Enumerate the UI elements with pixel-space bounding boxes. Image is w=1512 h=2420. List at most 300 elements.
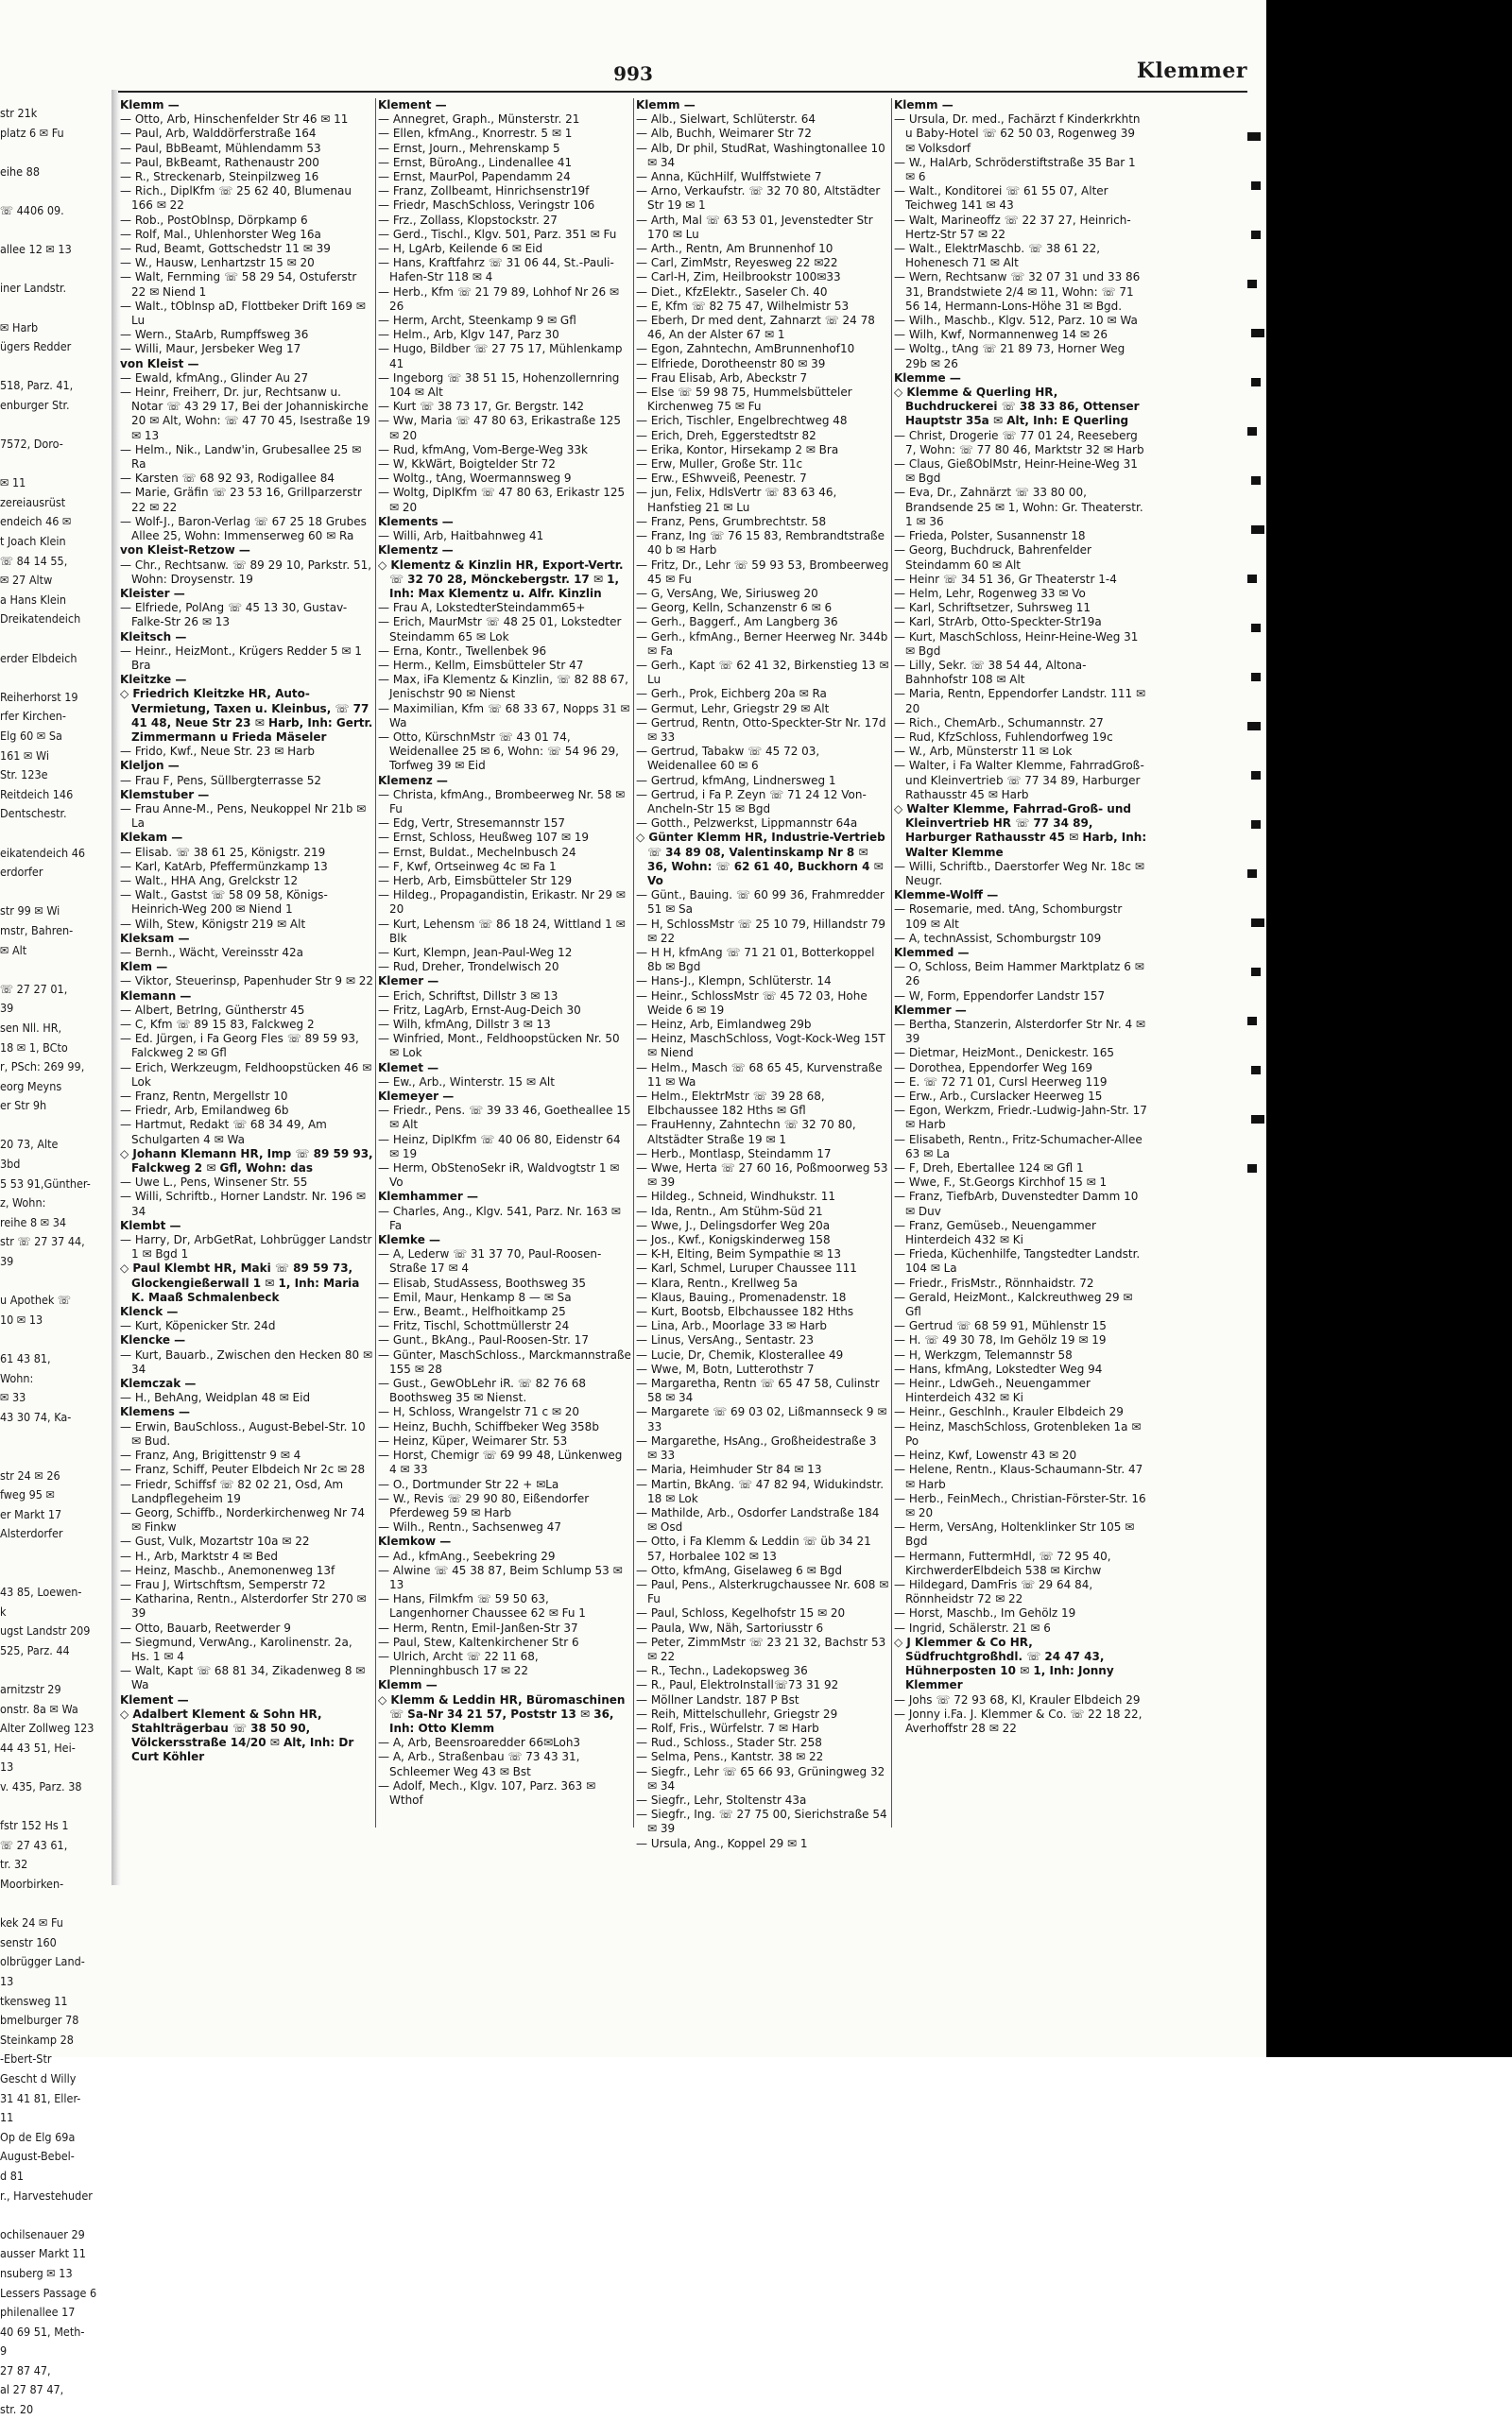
fragment-line: ✉ 33 xyxy=(0,1390,26,1405)
surname-heading: Klemer — xyxy=(378,974,439,988)
directory-entry: — Möllner Landstr. 187 P Bst xyxy=(636,1692,799,1707)
fragment-line: bmelburger 78 xyxy=(0,2013,79,2028)
directory-entry: — Walt, Marineoffz ☏ 22 37 27, Heinrich-Hertz-Str 57 ✉ 22 xyxy=(894,213,1131,241)
directory-entry: — Walt., Konditorei ☏ 61 55 07, Alter Teichweg 141 ✉ 43 xyxy=(894,184,1108,213)
fragment-line: philenallee 17 xyxy=(0,2305,76,2320)
directory-entry: — Hugo, Bildber ☏ 27 75 17, Mühlenkamp 41 xyxy=(378,342,623,370)
directory-entry: — Herb, Arb, Eimsbütteler Str 129 xyxy=(378,873,573,887)
directory-entry: — Ulrich, Archt ☏ 22 11 68, Plenninghbusch 17 ✉ 22 xyxy=(378,1649,539,1678)
directory-entry: — Else ☏ 59 98 75, Hummelsbütteler Kirchenweg 75 ✉ Fu xyxy=(636,386,852,414)
fragment-line: r., Harvestehuder xyxy=(0,2188,93,2203)
fragment-line: 27 87 47, xyxy=(0,2362,51,2377)
directory-entry: — W., HalArb, Schröderstiftstraße 35 Bar 1 ✉ 6 xyxy=(894,155,1136,184)
directory-entry: — Ewald, kfmAng., Glinder Au 27 xyxy=(120,370,309,385)
fragment-line: ochilsenauer 29 xyxy=(0,2226,85,2241)
fragment-line: r, PSch: 269 99, xyxy=(0,1059,85,1074)
directory-entry: — Alwine ☏ 45 38 87, Beim Schlump 53 ✉ 13 xyxy=(378,1563,623,1591)
fragment-line: tkensweg 11 xyxy=(0,1993,68,2008)
directory-entry: — Paul, Pens., Alsterkrugchaussee Nr. 608 ✉ Fu xyxy=(636,1577,889,1606)
directory-entry: — A, Lederw ☏ 31 37 70, Paul-Roosen-Straße 17 ✉ 4 xyxy=(378,1247,602,1276)
directory-entry: — Lina, Arb., Moorlage 33 ✉ Harb xyxy=(636,1319,827,1333)
directory-entry: — W., Revis ☏ 29 90 80, Eißendorfer Pferdeweg 59 ✉ Harb xyxy=(378,1491,590,1519)
directory-entry: — Heinz, Maschb., Anemonenweg 13f xyxy=(120,1563,335,1577)
fragment-line: 43 85, Loewen- xyxy=(0,1585,82,1600)
directory-entry: — Annegret, Graph., Münsterstr. 21 xyxy=(378,112,580,127)
fragment-line: z, Wohn: xyxy=(0,1195,46,1210)
directory-entry: — Maria, Rentn, Eppendorfer Landstr. 111 ✉ 20 xyxy=(894,687,1146,715)
edge-mark xyxy=(1251,1115,1264,1124)
fragment-line: Wohn: xyxy=(0,1370,34,1385)
fragment-line xyxy=(0,1272,112,1292)
fragment-line xyxy=(0,1116,112,1136)
directory-entry: — Woltg., tAng, Woermannsweg 9 xyxy=(378,472,572,486)
directory-entry: — Johs ☏ 72 93 68, Kl, Krauler Elbdeich 29 xyxy=(894,1692,1141,1707)
fragment-line: erdorfer xyxy=(0,865,43,880)
fragment-line: arnitzstr 29 xyxy=(0,1682,61,1697)
surname-heading: Kleister — xyxy=(120,586,185,600)
firm-entry: ◇ Walter Klemme, Fahrrad-Groß- und Kleinvertrieb HR ☏ 77 34 89, Harburger Rathausstr 45 ✉ Harb, Inh: Walter Klemme xyxy=(894,801,1147,859)
fragment-line: 40 69 51, Meth- xyxy=(0,2324,85,2339)
directory-entry: — H, Schloss, Wrangelstr 71 c ✉ 20 xyxy=(378,1405,579,1419)
edge-mark xyxy=(1251,181,1261,190)
directory-entry: — Winfried, Mont., Feldhoopstücken Nr. 50 ✉ Lok xyxy=(378,1032,620,1060)
directory-entry: — Paul, BbBeamt, Mühlendamm 53 xyxy=(120,141,321,155)
fragment-line: 31 41 81, Eller- xyxy=(0,2090,81,2105)
directory-entry: — Claus, GießOblMstr, Heinr-Heine-Weg 31 ✉ Bgd xyxy=(894,457,1138,486)
fragment-line: Dreikatendeich xyxy=(0,611,81,626)
directory-entry: — Lilly, Sekr. ☏ 38 54 44, Altona-Bahnhofstr 108 ✉ Alt xyxy=(894,658,1087,687)
directory-entry: — Gust, Vulk, Mozartstr 10a ✉ 22 xyxy=(120,1535,310,1549)
directory-entry: — Gertrud, i Fa P. Zeyn ☏ 71 24 12 Von-Ancheln-Str 15 ✉ Bgd xyxy=(636,787,867,815)
directory-entry: — Herm, VersAng, Holtenklinker Str 105 ✉ Bgd xyxy=(894,1520,1135,1549)
surname-heading: Klemmed — xyxy=(894,945,970,959)
directory-entry: — Ingrid, Schälerstr. 21 ✉ 6 xyxy=(894,1621,1051,1635)
directory-entry: — Siegfr., Lehr, Stoltenstr 43a xyxy=(636,1793,807,1807)
fragment-line: ✉ Alt xyxy=(0,942,27,957)
edge-mark xyxy=(1247,869,1257,878)
fragment-line: Elg 60 ✉ Sa xyxy=(0,729,62,743)
directory-entry: — G, VersAng, We, Siriusweg 20 xyxy=(636,586,818,600)
directory-entry: — Helm., Arb, Klgv 147, Parz 30 xyxy=(378,328,559,342)
fragment-line xyxy=(0,299,112,318)
directory-entry: — H., BehAng, Weidplan 48 ✉ Eid xyxy=(120,1391,311,1405)
column-divider xyxy=(891,98,892,1828)
directory-entry: — Frieda, Polster, Susannenstr 18 xyxy=(894,529,1086,543)
fragment-line: Gescht d Willy xyxy=(0,2070,77,2085)
directory-entry: — Kurt, Bauarb., Zwischen den Hecken 80 ✉ 34 xyxy=(120,1347,373,1376)
edge-mark xyxy=(1247,132,1261,141)
directory-entry: — Ellen, kfmAng., Knorrestr. 5 ✉ 1 xyxy=(378,127,573,141)
directory-entry: — H, LgArb, Keilende 6 ✉ Eid xyxy=(378,242,543,256)
edge-mark xyxy=(1247,575,1257,583)
directory-entry: — FrauHenny, Zahntechn ☏ 32 70 80, Altstädter Straße 19 ✉ 1 xyxy=(636,1118,856,1146)
directory-entry: — Walt., HHA Ang, Grelckstr 12 xyxy=(120,873,299,887)
directory-entry: — H H, kfmAng ☏ 71 21 01, Botterkoppel 8b ✉ Bgd xyxy=(636,945,875,974)
directory-entry: — Ernst, BüroAng., Lindenallee 41 xyxy=(378,155,573,169)
fragment-line: 44 43 51, Hei- xyxy=(0,1740,76,1755)
directory-entry: — Wwe, M, Botn, Lutterothstr 7 xyxy=(636,1362,815,1376)
directory-entry: — Karl, Schriftsetzer, Suhrsweg 11 xyxy=(894,601,1091,615)
directory-entry: — Christ, Drogerie ☏ 77 01 24, Reeseberg 7, Wohn: ☏ 77 80 46, Marktstr 32 ✉ Harb xyxy=(894,428,1144,456)
directory-entry: — O, Schloss, Beim Hammer Marktplatz 6 ✉ 26 xyxy=(894,960,1144,988)
directory-entry: — Erw, Muller, Große Str. 11c xyxy=(636,457,803,472)
directory-entry: — Alb., Sielwart, Schlüterstr. 64 xyxy=(636,112,816,127)
directory-entry: — Helm., Masch ☏ 68 65 45, Kurvenstraße 11 ✉ Wa xyxy=(636,1060,883,1089)
directory-entry: — Paul, Schloss, Kegelhofstr 15 ✉ 20 xyxy=(636,1606,846,1621)
directory-entry: — Heinz, MaschSchloss, Vogt-Kock-Weg 15T ✉ Niend xyxy=(636,1032,885,1060)
directory-entry: — Elfriede, Dorotheenstr 80 ✉ 39 xyxy=(636,356,826,370)
directory-entry: — Otto, Arb, Hinschenfelder Str 46 ✉ 11 xyxy=(120,112,349,127)
surname-heading: Klementz — xyxy=(378,543,454,558)
directory-entry: — Reih, Mittelschullehr, Griegstr 29 xyxy=(636,1707,838,1721)
directory-entry: — Wwe, J., Delingsdorfer Weg 20a xyxy=(636,1218,831,1232)
directory-entry: — Horst, Chemigr ☏ 69 99 48, Lünkenweg 4 ✉ 33 xyxy=(378,1449,623,1477)
fragment-line: k xyxy=(0,1604,7,1619)
directory-entry: — E. ☏ 72 71 01, Cursl Heerweg 119 xyxy=(894,1074,1108,1089)
directory-entry: — Selma, Pens., Kantstr. 38 ✉ 22 xyxy=(636,1750,824,1764)
directory-entry: — Friedr, Arb, Emilandweg 6b xyxy=(120,1104,289,1118)
fragment-line: 3bd xyxy=(0,1157,21,1172)
fragment-line: Reiherhorst 19 xyxy=(0,689,78,704)
directory-entry: — Gerh., Kapt ☏ 62 41 32, Birkenstieg 13 ✉ Lu xyxy=(636,658,889,687)
fragment-line: 9 xyxy=(0,2343,8,2359)
directory-entry: — Wern, Rechtsanw ☏ 32 07 31 und 33 86 31, Brandstwiete 2/4 ✉ 11, Wohn: ☏ 71 56 14, Hermann-Lons-Höhe 31 ✉ Bgd. xyxy=(894,270,1141,313)
directory-entry: — F, Kwf, Ortseinweg 4c ✉ Fa 1 xyxy=(378,859,557,873)
directory-entry: — Ernst, Schloss, Heußweg 107 ✉ 19 xyxy=(378,831,589,845)
edge-mark xyxy=(1251,231,1261,239)
directory-entry: — Frieda, Küchenhilfe, Tangstedter Landstr. 104 ✉ La xyxy=(894,1247,1141,1276)
edge-mark xyxy=(1251,329,1264,337)
edge-mark xyxy=(1247,280,1257,288)
fragment-line: Alter Zollweg 123 xyxy=(0,1721,94,1736)
directory-entry: — Peter, ZimmMstr ☏ 23 21 32, Bachstr 53 ✉ 22 xyxy=(636,1635,886,1663)
fragment-line: 13 xyxy=(0,1974,14,1988)
fragment-line: 518, Parz. 41, xyxy=(0,378,74,393)
directory-entry: — Elfriede, PolAng ☏ 45 13 30, Gustav-Falke-Str 26 ✉ 13 xyxy=(120,601,348,629)
directory-column-1 xyxy=(120,98,373,1828)
fragment-line: nsuberg ✉ 13 xyxy=(0,2265,73,2280)
fragment-line: str. 20 xyxy=(0,2402,34,2417)
directory-entry: — Heinz, Arb, Eimlandweg 29b xyxy=(636,1018,812,1031)
directory-entry: — Ingeborg ☏ 38 51 15, Hohenzollernring 104 ✉ Alt xyxy=(378,370,620,400)
directory-entry: — Paula, Ww, Näh, Sartoriusstr 6 xyxy=(636,1621,824,1635)
directory-entry: — Erich, MaurMstr ☏ 48 25 01, Lokstedter Steindamm 65 ✉ Lok xyxy=(378,615,622,644)
fragment-line: sen Nll. HR, xyxy=(0,1020,62,1035)
directory-entry: — Karl, Schmel, Luruper Chaussee 111 xyxy=(636,1261,857,1276)
fragment-line xyxy=(0,260,112,280)
directory-entry: — Walt., ElektrMaschb. ☏ 38 61 22, Hohenesch 71 ✉ Alt xyxy=(894,242,1101,270)
surname-heading: Kleitsch — xyxy=(120,629,187,644)
fragment-line: 7572, Doro- xyxy=(0,437,63,452)
directory-entry: — Hans-J., Klempn, Schlüterstr. 14 xyxy=(636,974,832,988)
edge-mark xyxy=(1247,1164,1257,1173)
directory-entry: — Fritz, Dr., Lehr ☏ 59 93 53, Brombeerweg 45 ✉ Fu xyxy=(636,558,889,586)
fragment-line xyxy=(0,455,112,474)
directory-entry: — Woltg., tAng ☏ 21 89 73, Horner Weg 29b ✉ 26 xyxy=(894,342,1125,370)
fragment-line: Reitdeich 146 xyxy=(0,786,74,801)
fragment-line: ✉ 11 xyxy=(0,475,26,490)
fragment-line xyxy=(0,1330,112,1349)
fragment-line: t Joach Klein xyxy=(0,534,66,549)
fragment-line: reihe 8 ✉ 34 xyxy=(0,1214,67,1229)
directory-entry: — Helm., Nik., Landw'in, Grubesallee 25 ✉ Ra xyxy=(120,442,362,472)
directory-entry: — Erwin, BauSchloss., August-Bebel-Str. 10 ✉ Bud. xyxy=(120,1419,366,1448)
surname-heading: Klemkow — xyxy=(378,1535,452,1549)
directory-entry: — Klaus, Bauing., Promenadenstr. 18 xyxy=(636,1290,847,1304)
directory-entry: — Gerh., Baggerf., Am Langberg 36 xyxy=(636,615,838,629)
directory-entry: — Heinz, Küper, Weimarer Str. 53 xyxy=(378,1433,568,1448)
facing-page-fragment xyxy=(0,104,112,2417)
directory-entry: — Georg, Buchdruck, Bahrenfelder Steindamm 60 ✉ Alt xyxy=(894,543,1091,572)
directory-entry: — Helene, Rentn., Klaus-Schaumann-Str. 47 ✉ Harb xyxy=(894,1463,1143,1491)
directory-entry: — Günter, MaschSchloss., Marckmannstraße 155 ✉ 28 xyxy=(378,1347,631,1376)
fragment-line: fweg 95 ✉ xyxy=(0,1487,55,1502)
fragment-line xyxy=(0,181,112,201)
surname-heading: Klemhammer — xyxy=(378,1190,478,1204)
directory-entry: — Wilh., Rentn., Sachsenweg 47 xyxy=(378,1520,561,1535)
directory-entry: — Franz, Rentn, Mergellstr 10 xyxy=(120,1090,288,1104)
edge-mark xyxy=(1251,968,1261,976)
directory-entry: — Karl, StrArb, Otto-Speckter-Str19a xyxy=(894,615,1102,629)
directory-entry: — Heinr, Freiherr, Dr. jur, Rechtsanw u. Notar ☏ 43 29 17, Bei der Johanniskirche 20 ✉ Alt, Wohn: ☏ 47 70 45, Isestraße 19 ✉ 13 xyxy=(120,386,370,442)
directory-entry: — Rich., ChemArb., Schumannstr. 27 xyxy=(894,715,1104,729)
directory-entry: — Fritz, LagArb, Ernst-Aug-Deich 30 xyxy=(378,1003,581,1017)
fragment-line xyxy=(0,883,112,902)
directory-entry: — K-H, Elting, Beim Sympathie ✉ 13 xyxy=(636,1247,842,1261)
fragment-line xyxy=(0,1427,112,1447)
directory-entry: — Erich, Tischler, Engelbrechtweg 48 xyxy=(636,414,848,428)
edge-mark xyxy=(1251,525,1264,534)
directory-entry: — Erna, Kontr., Twellenbek 96 xyxy=(378,644,547,658)
fragment-line: ☏ 84 14 55, xyxy=(0,553,68,568)
directory-entry: — Rolf, Mal., Uhlenhorster Weg 16a xyxy=(120,227,321,241)
directory-entry: — Wwe, Herta ☏ 27 60 16, Poßmoorweg 53 ✉ 39 xyxy=(636,1161,888,1190)
directory-entry: — Georg, Schiffb., Norderkirchenweg Nr 74 ✉ Finkw xyxy=(120,1505,366,1535)
firm-entry: ◇ Klemme & Querling HR, Buchdruckerei ☏ 38 33 86, Ottenser Hauptstr 35a ✉ Alt, Inh: E Querling xyxy=(894,386,1140,428)
directory-entry: — Bernh., Wächt, Vereinsstr 42a xyxy=(120,945,304,959)
directory-entry: — Kurt, MaschSchloss, Heinr-Heine-Weg 31 ✉ Bgd xyxy=(894,629,1139,658)
page-edge-marks xyxy=(1246,132,1266,1266)
header-rule xyxy=(118,91,1247,93)
directory-entry: — Eva, Dr., Zahnärzt ☏ 33 80 00, Brandsende 25 ✉ 1, Wohn: Gr. Theaterstr. 1 ✉ 36 xyxy=(894,486,1143,528)
directory-entry: — Franz, Ang, Brigittenstr 9 ✉ 4 xyxy=(120,1449,301,1463)
directory-entry: — Rolf, Fris., Würfelstr. 7 ✉ Harb xyxy=(636,1721,819,1735)
directory-entry: — Elisabeth, Rentn., Fritz-Schumacher-Allee 63 ✉ La xyxy=(894,1132,1143,1160)
directory-entry: — Frido, Kwf., Neue Str. 23 ✉ Harb xyxy=(120,745,316,759)
directory-entry: — Heinr., LdwGeh., Neuengammer Hinterdeich 432 ✉ Ki xyxy=(894,1377,1091,1405)
directory-entry: — Martin, BkAng. ☏ 47 82 94, Widukindstr. 18 ✉ Lok xyxy=(636,1477,885,1505)
fragment-line: al 27 87 47, xyxy=(0,2382,64,2397)
fragment-line: Dentschestr. xyxy=(0,806,67,821)
fragment-line xyxy=(0,2205,112,2225)
directory-column-4 xyxy=(894,98,1147,1828)
fragment-line xyxy=(0,1447,112,1467)
directory-entry: — Max, iFa Klementz & Kinzlin, ☏ 82 88 67, Jenischstr 90 ✉ Nienst xyxy=(378,673,628,701)
directory-entry: — Jonny i.Fa. J. Klemmer & Co. ☏ 22 18 22, Averhoffstr 28 ✉ 22 xyxy=(894,1707,1143,1735)
directory-entry: — Wilh, Kwf, Normannenweg 14 ✉ 26 xyxy=(894,328,1108,342)
directory-entry: — Egon, Werkzm, Friedr.-Ludwig-Jahn-Str. 17 ✉ Harb xyxy=(894,1104,1147,1132)
fragment-line: 18 ✉ 1, BCto xyxy=(0,1039,68,1055)
fragment-line: ugst Landstr 209 xyxy=(0,1623,91,1639)
fragment-line: onstr. 8a ✉ Wa xyxy=(0,1701,78,1716)
directory-entry: — Ida, Rentn., Am Stühm-Süd 21 xyxy=(636,1204,823,1218)
directory-entry: — W, KkWärt, Boigtelder Str 72 xyxy=(378,457,556,472)
directory-entry: — Linus, VersAng., Sentastr. 23 xyxy=(636,1333,814,1347)
directory-entry: — Erich, Dreh, Eggerstedtstr 82 xyxy=(636,428,816,442)
fragment-line xyxy=(0,1564,112,1584)
page-number: 993 xyxy=(613,62,653,85)
directory-entry: — Rud., Schloss., Stader Str. 258 xyxy=(636,1736,822,1750)
directory-entry: — Rob., PostOblnsp, Dörpkamp 6 xyxy=(120,213,308,227)
directory-entry: — Anna, KüchHilf, Wulffstwiete 7 xyxy=(636,170,822,184)
surname-heading: Klemens — xyxy=(120,1405,191,1419)
edge-mark xyxy=(1251,673,1261,681)
directory-entry: — Helm, Lehr, Rogenweg 33 ✉ Vo xyxy=(894,586,1086,600)
fragment-line: 525, Parz. 44 xyxy=(0,1642,70,1657)
firm-entry: ◇ Klemm & Leddin HR, Büromaschinen ☏ Sa-Nr 34 21 57, Poststr 13 ✉ 36, Inh: Otto Klemm xyxy=(378,1692,626,1735)
directory-entry: — Friedr, MaschSchloss, Veringstr 106 xyxy=(378,198,595,213)
fragment-line: er Str 9h xyxy=(0,1098,47,1113)
directory-entry: — Erw., EShwveiß, Peenestr. 7 xyxy=(636,472,807,486)
surname-heading: Klemm — xyxy=(378,1678,438,1692)
fragment-line: zereiausrüst xyxy=(0,494,66,509)
directory-entry: — Edg, Vertr, Stresemannstr 157 xyxy=(378,816,565,831)
surname-heading: Klement — xyxy=(120,1692,189,1707)
directory-entry: — Otto, kfmAng, Giselaweg 6 ✉ Bgd xyxy=(636,1563,842,1577)
running-head: Klemmer xyxy=(1136,59,1247,83)
fragment-line: str 24 ✉ 26 xyxy=(0,1467,60,1483)
fragment-line: kek 24 ✉ Fu xyxy=(0,1915,63,1931)
fragment-line xyxy=(0,1661,112,1681)
fragment-line: enburger Str. xyxy=(0,397,70,412)
directory-entry: — Siegfr., Ing. ☏ 27 75 00, Sierichstraße 54 ✉ 39 xyxy=(636,1808,887,1836)
directory-entry: — Horst, Maschb., Im Gehölz 19 xyxy=(894,1606,1076,1621)
column-divider xyxy=(375,98,376,1828)
directory-entry: — Ernst, MaurPol, Papendamm 24 xyxy=(378,170,571,184)
firm-entry: ◇ Johann Klemann HR, Imp ☏ 89 59 93, Falckweg 2 ✉ Gfl, Wohn: das xyxy=(120,1146,373,1176)
directory-entry: — Erw., Arb., Curslacker Heerweg 15 xyxy=(894,1090,1103,1104)
fragment-line: fstr 152 Hs 1 xyxy=(0,1818,69,1833)
directory-entry: — Hildeg., Schneid, Windhukstr. 11 xyxy=(636,1190,835,1204)
surname-heading: Klem — xyxy=(120,960,168,974)
directory-entry: — Arth., Rentn, Am Brunnenhof 10 xyxy=(636,242,833,256)
directory-entry: — Albert, BetrIng, Güntherstr 45 xyxy=(120,1003,305,1017)
directory-entry: — Gerh., kfmAng., Berner Heerweg Nr. 344b ✉ Fa xyxy=(636,629,888,658)
directory-entry: — Herb., FeinMech., Christian-Förster-Str. 16 ✉ 20 xyxy=(894,1491,1146,1519)
directory-entry: — A, technAssist, Schomburgstr 109 xyxy=(894,931,1102,945)
directory-entry: — Helm., ElektrMstr ☏ 39 28 68, Elbchaussee 182 Hths ✉ Gfl xyxy=(636,1090,825,1118)
directory-entry: — Frau Elisab, Arb, Abeckstr 7 xyxy=(636,370,808,385)
directory-entry: — Eberh, Dr med dent, Zahnarzt ☏ 24 78 46, An der Alster 67 ✉ 1 xyxy=(636,314,875,342)
directory-entry: — Willi, Schriftb., Daerstorfer Weg Nr. 18c ✉ Neugr. xyxy=(894,859,1144,887)
directory-entry: — Hans, Kraftfahrz ☏ 31 06 44, St.-Pauli-Hafen-Str 118 ✉ 4 xyxy=(378,256,614,284)
scan-border xyxy=(1266,0,1512,2057)
directory-entry: — Arno, Verkaufstr. ☏ 32 70 80, Altstädter Str 19 ✉ 1 xyxy=(636,184,881,213)
directory-column-3 xyxy=(636,98,889,1850)
directory-entry: — Charles, Ang., Klgv. 541, Parz. Nr. 163 ✉ Fa xyxy=(378,1204,621,1232)
directory-entry: — Herb., Montlasp, Steindamm 17 xyxy=(636,1146,832,1160)
directory-entry: — Otto, Bauarb, Reetwerder 9 xyxy=(120,1621,291,1635)
directory-entry: — Franz, Zollbeamt, Hinrichsenstr19f xyxy=(378,184,590,198)
directory-entry: — Wilh, kfmAng, Dillstr 3 ✉ 13 xyxy=(378,1018,551,1031)
surname-heading: Klenck — xyxy=(120,1305,179,1319)
fragment-line xyxy=(0,1544,112,1564)
directory-entry: — Heinr., HeizMont., Krügers Redder 5 ✉ 1 Bra xyxy=(120,644,362,672)
directory-entry: — C, Kfm ☏ 89 15 83, Falckweg 2 xyxy=(120,1018,315,1031)
firm-entry: ◇ Günter Klemm HR, Industrie-Vertrieb ☏ 34 89 08, Valentinskamp Nr 8 ✉ 36, Wohn: ☏ 62 61 40, Buckhorn 4 ✉ Vo xyxy=(636,831,885,887)
directory-entry: — Klara, Rentn., Krellweg 5a xyxy=(636,1276,799,1290)
directory-entry: — Ursula, Dr. med., Fachärzt f Kinderkrkhtn u Baby-Hotel ☏ 62 50 03, Rogenweg 39 ✉ Volksdorf xyxy=(894,112,1141,155)
fragment-line: 11 xyxy=(0,2110,14,2125)
firm-entry: ◇ J Klemmer & Co HR, Südfruchtgroßhdl. ☏ 24 47 43, Hühnerposten 10 ✉ 1, Inh: Jonny Klemmer xyxy=(894,1635,1114,1692)
firm-entry: ◇ Friedrich Kleitzke HR, Auto-Vermietung, Taxen u. Kleinbus, ☏ 77 41 48, Neue Str 23 ✉ Harb, Inh: Gertr. Zimmermann u Frieda Mäseler xyxy=(120,687,373,744)
directory-entry: — Rich., DiplKfm ☏ 25 62 40, Blumenau 166 ✉ 22 xyxy=(120,184,352,213)
directory-entry: — Wolf-J., Baron-Verlag ☏ 67 25 18 Grubes Allee 25, Wohn: Immenserweg 60 ✉ Ra xyxy=(120,514,367,543)
directory-entry: — Walt., Gastst ☏ 58 09 58, Königs-Heinrich-Weg 200 ✉ Niend 1 xyxy=(120,888,328,917)
directory-entry: — Rud, KfzSchloss, Fuhlendorfweg 19c xyxy=(894,729,1113,744)
fragment-line: Op de Elg 69a xyxy=(0,2129,76,2144)
directory-entry: — Willi, Schriftb., Horner Landstr. Nr. 196 ✉ 34 xyxy=(120,1190,366,1218)
directory-entry: — Hildeg., Propagandistin, Erikastr. Nr 29 ✉ 20 xyxy=(378,888,626,917)
directory-entry: — Willi, Arb, Haitbahnweg 41 xyxy=(378,529,544,543)
fragment-line xyxy=(0,668,112,688)
directory-entry: — Alb, Dr phil, StudRat, Washingtonallee 10 ✉ 34 xyxy=(636,141,885,169)
directory-entry: — F, Dreh, Ebertallee 124 ✉ Gfl 1 xyxy=(894,1161,1084,1176)
directory-entry: — Gunt., BkAng., Paul-Roosen-Str. 17 xyxy=(378,1333,589,1347)
directory-entry: — Alb, Buchh, Weimarer Str 72 xyxy=(636,127,812,141)
fragment-line: 13 xyxy=(0,1759,14,1775)
directory-entry: — Günt., Bauing. ☏ 60 99 36, Frahmredder 51 ✉ Sa xyxy=(636,888,885,917)
fragment-line: senstr 160 xyxy=(0,1934,57,1949)
fragment-line: ☏ 27 27 01, xyxy=(0,981,68,996)
directory-entry: — Kurt ☏ 38 73 17, Gr. Bergstr. 142 xyxy=(378,400,585,414)
directory-entry: — Siegmund, VerwAng., Karolinenstr. 2a, Hs. 1 ✉ 4 xyxy=(120,1635,352,1663)
directory-entry: — A, Arb, Beensroaredder 66✉Loh3 xyxy=(378,1736,581,1750)
directory-entry: — Heinz, MaschSchloss, Grotenbleken 1a ✉ Po xyxy=(894,1419,1142,1448)
directory-entry: — Friedr., Pens. ☏ 39 33 46, Goetheallee 15 ✉ Alt xyxy=(378,1104,631,1132)
directory-entry: — Marie, Gräfin ☏ 23 53 16, Grillparzerstr 22 ✉ 22 xyxy=(120,486,362,514)
directory-entry: — Frau F, Pens, Süllbergterrasse 52 xyxy=(120,773,322,787)
directory-entry: — Otto, KürschnMstr ☏ 43 01 74, Weidenallee 25 ✉ 6, Wohn: ☏ 54 96 29, Torfweg 39 ✉ Eid xyxy=(378,729,619,773)
directory-entry: — Erich, Schriftst, Dillstr 3 ✉ 13 xyxy=(378,988,558,1003)
fragment-line: -Ebert-Str xyxy=(0,2051,52,2067)
fragment-line: u Apothek ☏ xyxy=(0,1293,72,1308)
directory-entry: — Franz, TiefbArb, Duvenstedter Damm 10 ✉ Duv xyxy=(894,1190,1139,1218)
directory-entry: — Elisab, StudAssess, Boothsweg 35 xyxy=(378,1276,587,1290)
fragment-line: Str. 123e xyxy=(0,767,48,782)
directory-entry: — Paul, BkBeamt, Rathenaustr 200 xyxy=(120,155,319,169)
directory-entry: — Dietmar, HeizMont., Denickestr. 165 xyxy=(894,1046,1114,1060)
directory-entry: — Walter, i Fa Walter Klemme, FahrradGroß- und Kleinvertrieb ☏ 77 34 89, Harburger Rathausstr 45 ✉ Harb xyxy=(894,759,1144,801)
fragment-line xyxy=(0,1797,112,1817)
directory-entry: — Kurt, Bootsb, Elbchaussee 182 Hths xyxy=(636,1305,854,1319)
directory-entry: — Frau A, LokstedterSteindamm65+ xyxy=(378,601,586,615)
fragment-line xyxy=(0,824,112,844)
surname-heading: Klemann — xyxy=(120,988,192,1003)
edge-mark xyxy=(1247,722,1261,730)
surname-heading: Klemm — xyxy=(636,98,696,112)
directory-entry: — Wilh, Stew, Königstr 219 ✉ Alt xyxy=(120,917,306,931)
surname-heading: Kleksam — xyxy=(120,931,190,945)
edge-mark xyxy=(1251,820,1261,829)
directory-entry: — A, Arb., Straßenbau ☏ 73 43 31, Schleemer Weg 43 ✉ Bst xyxy=(378,1750,580,1778)
fragment-line: Alsterdorfer xyxy=(0,1526,63,1541)
fragment-line xyxy=(0,960,112,980)
directory-entry: — Franz, Ing ☏ 76 15 83, Rembrandtstraße 40 b ✉ Harb xyxy=(636,529,885,558)
surname-heading: Klemstuber — xyxy=(120,787,210,801)
surname-heading: Klemenz — xyxy=(378,773,448,787)
directory-entry: — Emil, Maur, Henkamp 8 — ✉ Sa xyxy=(378,1290,572,1304)
